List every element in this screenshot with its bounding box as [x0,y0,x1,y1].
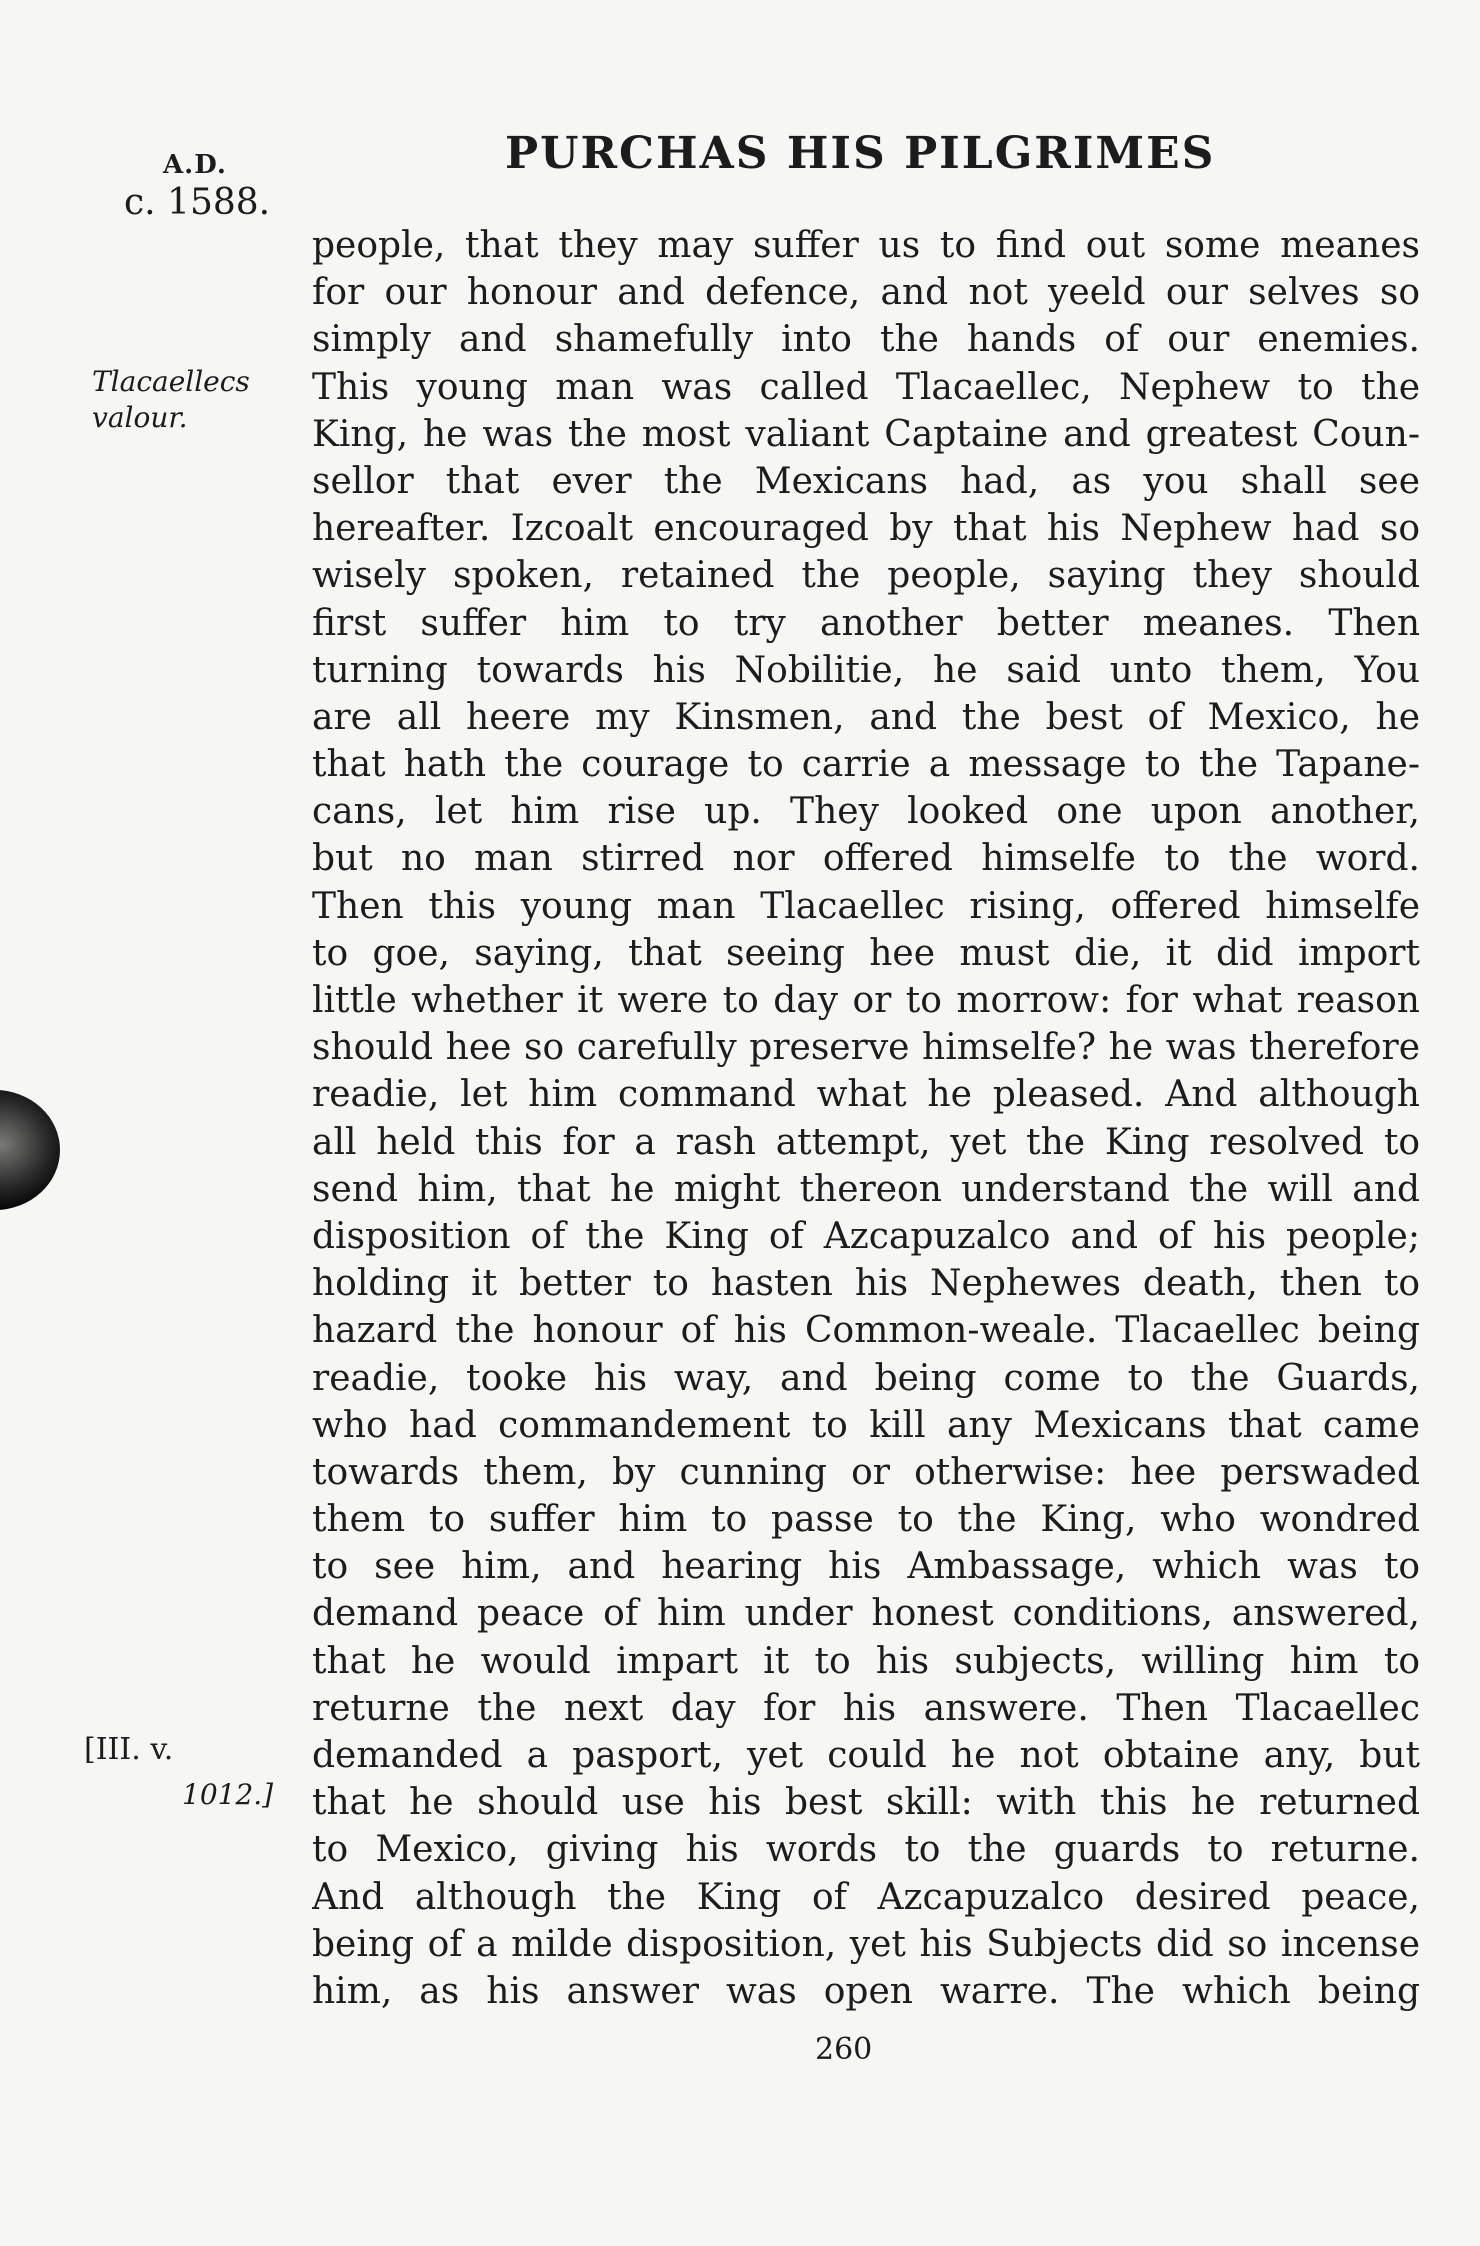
year-label: c. 1588. [124,182,271,223]
body-line: to see him, and hearing his Ambassage, which was to [312,1546,1420,1588]
body-line: wisely spoken, retained the people, saying they should [312,555,1420,597]
body-line: to Mexico, giving his words to the guards to returne. [312,1829,1420,1871]
body-line: for our honour and defence, and not yeeld our selves so [312,272,1420,314]
body-line: people, that they may suffer us to find out some meanes [312,225,1420,266]
body-line: demanded a pasport, yet could he not obtaine any, but [312,1735,1420,1776]
body-line: This young man was called Tlacaellec, Nephew to the [312,366,1420,408]
running-title: PURCHAS HIS PILGRIMES [505,128,1216,179]
body-line: that he should use his best skill: with this he returned [312,1782,1420,1824]
body-line: hereafter. Izcoalt encouraged by that his Nephew had so [312,508,1420,550]
body-line: to goe, saying, that seeing hee must die, it did import [312,932,1420,974]
signature-note-line-2: 1012.] [182,1778,274,1811]
body-line: returne the next day for his answere. Then Tlacaellec [312,1687,1420,1729]
body-line: King, he was the most valiant Captaine and greatest Coun- [312,413,1420,455]
body-line: being of a milde disposition, yet his Subjects did so incense [312,1923,1420,1965]
margin-note-line-1: Tlacaellecs [92,365,250,398]
body-line: that hath the courage to carrie a message to the Tapane- [312,744,1420,786]
body-line: who had commandement to kill any Mexicans that came [312,1404,1420,1446]
body-line: send him, that he might thereon understand the will and [312,1168,1420,1210]
body-line: And although the King of Azcapuzalco desired peace, [312,1876,1420,1918]
margin-note-line-2: valour. [92,401,188,434]
body-line: turning towards his Nobilitie, he said unto them, You [312,649,1420,691]
body-line: simply and shamefully into the hands of our enemies. [312,319,1420,361]
body-line: sellor that ever the Mexicans had, as you shall see [312,460,1420,502]
body-line: them to suffer him to passe to the King, who wondred [312,1499,1420,1541]
body-line: him, as his answer was open warre. The which being [312,1970,1420,2012]
body-line: Then this young man Tlacaellec rising, offered himselfe [312,885,1420,927]
thumb-shadow [0,1090,60,1210]
body-line: cans, let him rise up. They looked one upon another, [312,791,1420,833]
ad-label: A.D. [163,150,227,180]
body-line: hazard the honour of his Common-weale. Tlacaellec being [312,1310,1420,1352]
body-line: towards them, by cunning or otherwise: hee perswaded [312,1451,1420,1493]
body-line: readie, tooke his way, and being come to the Guards, [312,1357,1420,1399]
body-line: should hee so carefully preserve himselfe? he was therefore [312,1027,1420,1069]
body-line: but no man stirred nor offered himselfe to the word. [312,838,1420,880]
page-number: 260 [815,2032,873,2067]
body-line: demand peace of him under honest conditions, answered, [312,1593,1420,1635]
body-line: holding it better to hasten his Nephewes death, then to [312,1263,1420,1305]
signature-note-line-1: [III. v. [84,1732,174,1767]
body-text [312,222,1420,2015]
body-line: that he would impart it to his subjects, willing him to [312,1640,1420,1682]
body-line: first suffer him to try another better meanes. Then [312,602,1420,644]
body-line: all held this for a rash attempt, yet the King resolved to [312,1121,1420,1163]
body-line: little whether it were to day or to morrow: for what reason [312,980,1420,1021]
body-line: are all heere my Kinsmen, and the best of Mexico, he [312,696,1420,738]
body-line: readie, let him command what he pleased. And although [312,1074,1420,1116]
body-line: disposition of the King of Azcapuzalco and of his people; [312,1215,1420,1257]
